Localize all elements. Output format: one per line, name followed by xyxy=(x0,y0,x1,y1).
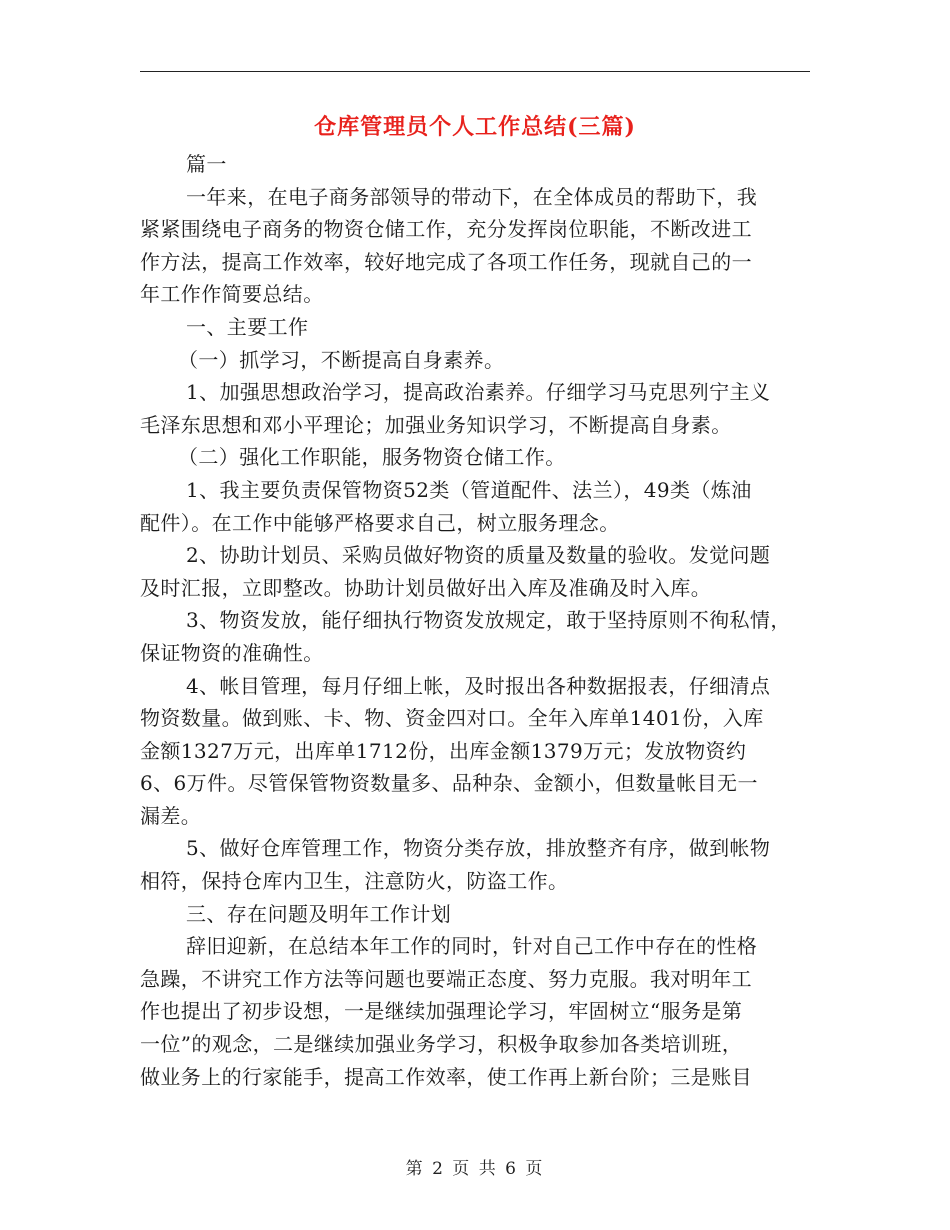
paragraph-line: 5、做好仓库管理工作，物资分类存放，排放整齐有序，做到帐物 xyxy=(186,836,771,861)
paragraph-line: 2、协助计划员、采购员做好物资的质量及数量的验收。发觉问题 xyxy=(186,543,771,568)
page-number: 第 2 页 共 6 页 xyxy=(405,1159,545,1179)
paragraph-line: 1、我主要负责保管物资52类（管道配件、法兰），49类（炼油 xyxy=(186,477,752,502)
section-heading: 三、存在问题及明年工作计划 xyxy=(186,901,452,926)
paragraph-line: 篇一 xyxy=(186,152,227,176)
paragraph-line: 3、物资发放，能仔细执行物资发放规定，敢于坚持原则不徇私情， xyxy=(186,608,791,633)
paragraph-line: 紧紧围绕电子商务的物资仓储工作，充分发挥岗位职能，不断改进工 xyxy=(140,217,752,242)
paragraph-line: 漏差。 xyxy=(140,803,202,828)
paragraph-line: 6、6万件。尽管保管物资数量多、品种杂、金额小，但数量帐目无一 xyxy=(140,771,758,796)
paragraph-line: 年工作作简要总结。 xyxy=(140,282,324,307)
paragraph-line: 辞旧迎新，在总结本年工作的同时，针对自己工作中存在的性格 xyxy=(186,934,758,959)
paragraph-line: 保证物资的准确性。 xyxy=(140,640,324,665)
paragraph-line: 作方法，提高工作效率，较好地完成了各项工作任务，现就自己的一 xyxy=(140,249,752,274)
document-body xyxy=(140,148,810,1093)
paragraph-line: 及时汇报，立即整改。协助计划员做好出入库及准确及时入库。 xyxy=(140,575,712,600)
paragraph-line: 做业务上的行家能手，提高工作效率，使工作再上新台阶；三是账目 xyxy=(140,1064,752,1089)
paragraph-line: 金额1327万元，出库单1712份，出库金额1379万元；发放物资约 xyxy=(140,738,747,763)
paragraph-line: 配件）。在工作中能够严格要求自己，树立服务理念。 xyxy=(140,510,620,535)
paragraph-line: 1、加强思想政治学习，提高政治素养。仔细学习马克思列宁主义 xyxy=(186,380,771,405)
paragraph-line: 毛泽东思想和邓小平理论；加强业务知识学习，不断提高自身素。 xyxy=(140,412,732,437)
paragraph-line: 一位”的观念，二是继续加强业务学习，积极争取参加各类培训班， xyxy=(140,1032,743,1057)
header-rule xyxy=(140,71,810,72)
paragraph-line: 急躁，不讲究工作方法等问题也要端正态度、努力克服。我对明年工 xyxy=(140,966,752,991)
subsection-heading: （一）抓学习，不断提高自身素养。 xyxy=(178,347,505,372)
document-title: 仓库管理员个人工作总结(三篇) xyxy=(314,114,636,140)
paragraph-line: 作也提出了初步设想，一是继续加强理论学习，牢固树立“服务是第 xyxy=(140,999,743,1024)
paragraph-line: 一年来，在电子商务部领导的带动下，在全体成员的帮助下，我 xyxy=(186,184,758,209)
paragraph-line: 4、帐目管理，每月仔细上帐，及时报出各种数据报表，仔细清点 xyxy=(186,673,771,698)
section-heading: 一、主要工作 xyxy=(186,314,309,339)
paragraph-line: 相符，保持仓库内卫生，注意防火，防盗工作。 xyxy=(140,869,569,894)
paragraph-line: 物资数量。做到账、卡、物、资金四对口。全年入库单1401份，入库 xyxy=(140,706,764,731)
subsection-heading: （二）强化工作职能，服务物资仓储工作。 xyxy=(178,445,566,470)
